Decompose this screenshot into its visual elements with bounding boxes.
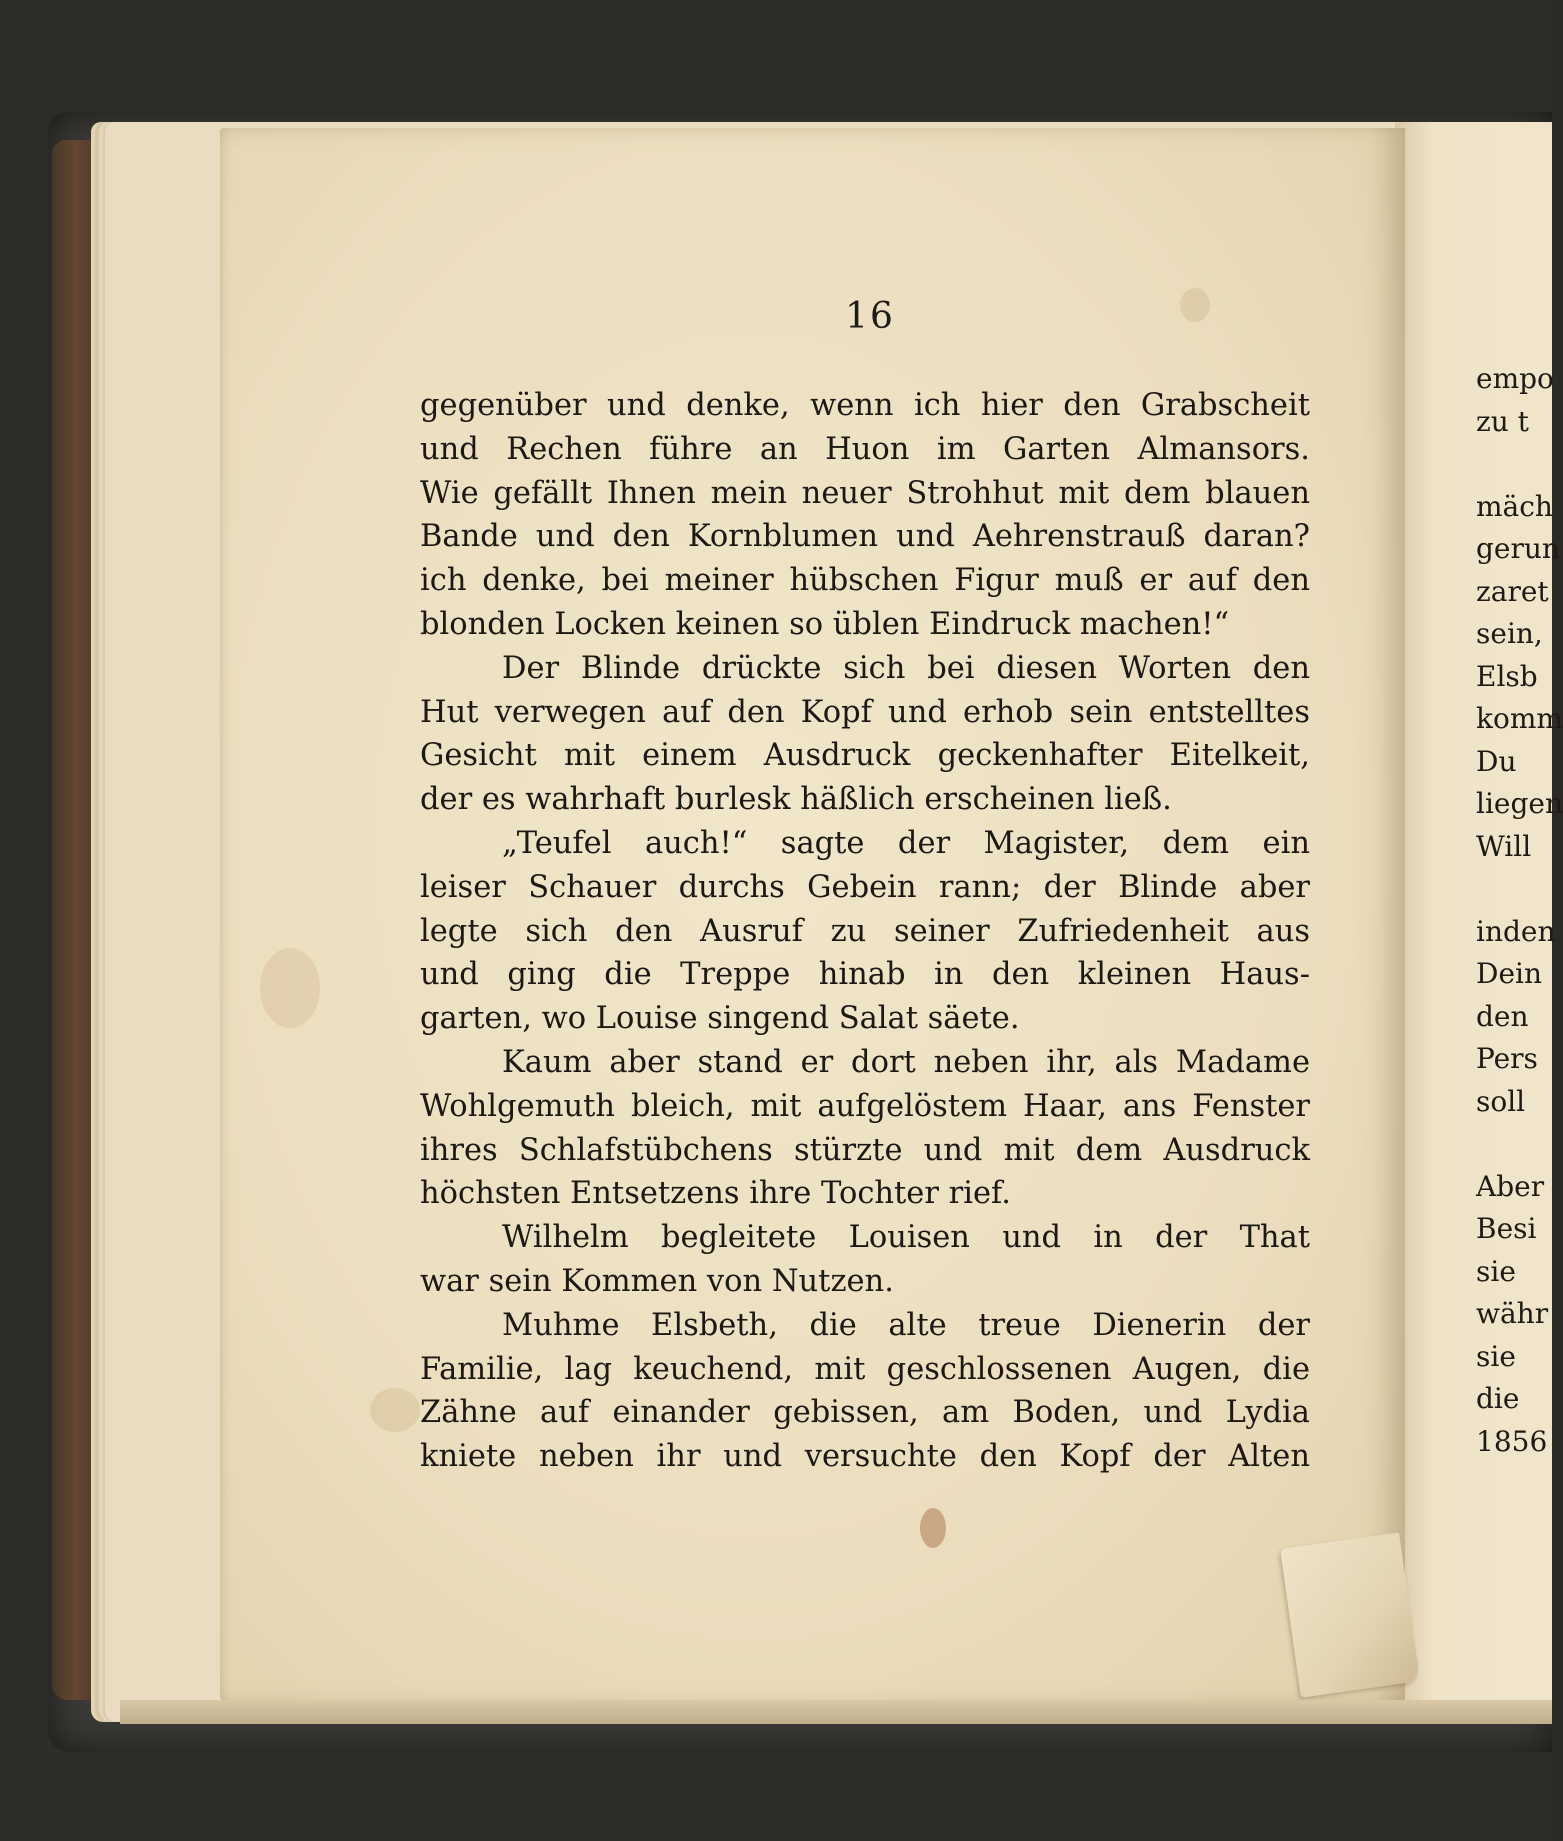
text-line: blonden Locken keinen so üblen Eindruck machen!“: [420, 606, 1230, 642]
text-line: Wohlgemuth bleich, mit aufgelöstem Haar, ans Fenster: [420, 1088, 1310, 1124]
facing-page-fragment: sein,: [1476, 617, 1543, 650]
facing-page-fragment: soll: [1476, 1084, 1526, 1118]
text-line: Wilhelm begleitete Louisen und in der That: [502, 1220, 1310, 1256]
facing-page-fragment: die: [1476, 1382, 1520, 1415]
foxing-spot: [260, 948, 320, 1028]
facing-page-fragment: 1856: [1476, 1424, 1548, 1458]
cover-leather-edge: [52, 140, 112, 1700]
facing-page-fragment: den: [1476, 999, 1529, 1033]
text-line: ich denke, bei meiner hübschen Figur muß er auf den: [420, 563, 1310, 599]
text-line: gegenüber und denke, wenn ich hier den Grabscheit: [420, 388, 1310, 423]
facing-page-fragment: Elsb: [1476, 659, 1538, 693]
text-line: Familie, lag keuchend, mit geschlossenen Augen, die: [420, 1351, 1310, 1387]
text-line: Wie gefällt Ihnen mein neuer Strohhut mit dem blauen: [420, 475, 1310, 511]
foxing-spot: [920, 1508, 946, 1548]
facing-page-fragment: zaret: [1476, 574, 1549, 608]
facing-page-fragment: liegen: [1476, 787, 1563, 820]
text-line: Hut verwegen auf den Kopf und erhob sein entstelltes: [420, 694, 1310, 730]
text-line: Muhme Elsbeth, die alte treue Dienerin der: [502, 1307, 1310, 1343]
facing-page-fragment: währ: [1476, 1297, 1549, 1330]
text-line: garten, wo Louise singend Salat säete.: [420, 1001, 1020, 1037]
text-line: war sein Kommen von Nutzen.: [420, 1263, 894, 1299]
facing-page-fragment: gerun: [1476, 532, 1560, 565]
facing-page-fragment: komm: [1476, 702, 1563, 735]
text-line: und Rechen führe an Huon im Garten Almansors.: [420, 431, 1310, 467]
facing-page-fragment: sie: [1476, 1254, 1516, 1288]
facing-page-fragment: Dein: [1476, 957, 1543, 990]
text-line: Gesicht mit einem Ausdruck geckenhafter Eitelkeit,: [420, 738, 1310, 774]
facing-page-fragment: sie: [1476, 1339, 1516, 1373]
text-line: Bande und den Kornblumen und Aehrenstrauß daran?: [420, 519, 1310, 555]
facing-page-fragment: inden: [1476, 914, 1556, 948]
text-line: höchsten Entsetzens ihre Tochter rief.: [420, 1176, 1011, 1212]
text-line: kniete neben ihr und versuchte den Kopf der Alten: [420, 1439, 1310, 1475]
facing-page-fragment: Besi: [1476, 1212, 1537, 1245]
facing-page-fragment: Aber: [1476, 1169, 1545, 1203]
text-line: leiser Schauer durchs Gebein rann; der Blinde aber: [420, 869, 1310, 905]
facing-page-fragment: Du: [1476, 744, 1517, 778]
facing-page-fragment: Pers: [1476, 1042, 1538, 1075]
text-line: der es wahrhaft burlesk häßlich erscheinen ließ.: [420, 782, 1172, 818]
text-line: Kaum aber stand er dort neben ihr, als Madame: [502, 1044, 1310, 1080]
facing-page-fragment: mäch: [1476, 489, 1553, 523]
text-line: „Teufel auch!“ sagte der Magister, dem ein: [502, 825, 1310, 861]
foxing-spot: [370, 1388, 420, 1432]
page-number: 16: [845, 296, 895, 337]
facing-page-text-fragments: [1476, 362, 1563, 1467]
text-line: Zähne auf einander gebissen, am Boden, und Lydia: [420, 1395, 1310, 1431]
page-bottom-edge: [120, 1700, 1552, 1724]
body-text: [420, 384, 1310, 1479]
facing-page-fragment: zu t: [1476, 404, 1529, 438]
text-line: legte sich den Ausruf zu seiner Zufriedenheit aus: [420, 913, 1310, 949]
foxing-spot: [1180, 288, 1210, 322]
text-line: und ging die Treppe hinab in den kleinen Haus-: [420, 957, 1310, 993]
facing-page-fragment: empo: [1476, 362, 1554, 395]
facing-page-fragment: Will: [1476, 829, 1532, 863]
torn-page-corner: [1280, 1532, 1420, 1697]
text-line: ihres Schlafstübchens stürzte und mit dem Ausdruck: [420, 1132, 1310, 1168]
text-line: Der Blinde drückte sich bei diesen Worten den: [502, 650, 1310, 686]
